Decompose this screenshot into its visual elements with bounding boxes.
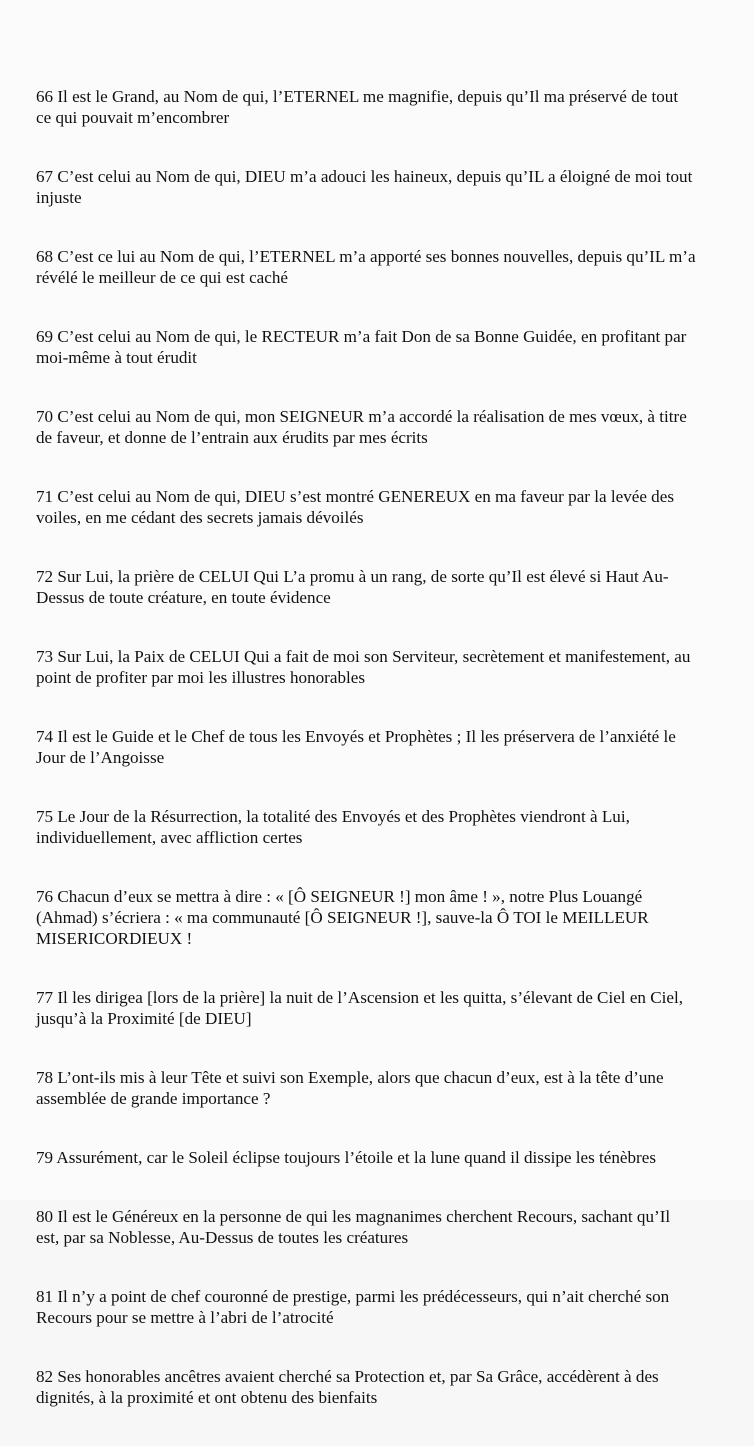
verse-79: 79 Assurément, car le Soleil éclipse toujours l’étoile et la lune quand il dissipe les ténèbres: [36, 1148, 656, 1167]
verse-68: 68 C’est ce lui au Nom de qui, l’ETERNEL m’a apporté ses bonnes nouvelles, depuis qu’IL m’a révélé le meilleur de ce qui est caché: [36, 247, 696, 287]
verse-67: 67 C’est celui au Nom de qui, DIEU m’a adouci les haineux, depuis qu’IL a éloigné de moi tout injuste: [36, 167, 693, 207]
verse-78: 78 L’ont-ils mis à leur Tête et suivi son Exemple, alors que chacun d’eux, est à la tête d’une assemblée de grande importance ?: [36, 1068, 664, 1108]
verse-81: 81 Il n’y a point de chef couronné de prestige, parmi les prédécesseurs, qui n’ait cherché son Recours pour se mettre à l’abri de l’atrocité: [36, 1287, 670, 1327]
verse-77: 77 Il les dirigea [lors de la prière] la nuit de l’Ascension et les quitta, s’élevant de Ciel en Ciel, jusqu’à la Proximité [de DIEU]: [36, 988, 683, 1028]
verse-75: 75 Le Jour de la Résurrection, la totalité des Envoyés et des Prophètes viendront à Lui, individuellement, avec affliction certes: [36, 807, 630, 847]
verse-73: 73 Sur Lui, la Paix de CELUI Qui a fait de moi son Serviteur, secrètement et manifestement, au point de profiter par moi les illustres honorables: [36, 647, 691, 687]
verse-71: 71 C’est celui au Nom de qui, DIEU s’est montré GENEREUX en ma faveur par la levée des voiles, en me cédant des secrets jamais dévoilés: [36, 487, 674, 527]
verse-80: 80 Il est le Généreux en la personne de qui les magnanimes cherchent Recours, sachant qu’Il est, par sa Noblesse, Au-Dessus de toutes les créatures: [36, 1207, 671, 1247]
verse-70: 70 C’est celui au Nom de qui, mon SEIGNEUR m’a accordé la réalisation de mes vœux, à titre de faveur, et donne de l’entrain aux érudits par mes écrits: [36, 407, 687, 447]
verse-76: 76 Chacun d’eux se mettra à dire : « [Ô SEIGNEUR !] mon âme ! », notre Plus Louangé (Ahmad) s’écriera : « ma communauté [Ô SEIGNEUR !], sauve-la Ô TOI le MEILLEUR MISERICORDIEUX !: [36, 887, 649, 948]
verse-82: 82 Ses honorables ancêtres avaient cherché sa Protection et, par Sa Grâce, accédèrent à des dignités, à la proximité et ont obtenu des bienfaits: [36, 1367, 659, 1407]
verse-69: 69 C’est celui au Nom de qui, le RECTEUR m’a fait Don de sa Bonne Guidée, en profitant par moi-même à tout érudit: [36, 327, 687, 367]
verse-72: 72 Sur Lui, la prière de CELUI Qui L’a promu à un rang, de sorte qu’Il est élevé si Haut Au-Dessus de toute créature, en toute évidence: [36, 567, 669, 607]
verse-74: 74 Il est le Guide et le Chef de tous les Envoyés et Prophètes ; Il les préservera de l’anxiété le Jour de l’Angoisse: [36, 727, 676, 767]
verse-66: 66 Il est le Grand, au Nom de qui, l’ETERNEL me magnifie, depuis qu’Il ma préservé de tout ce qui pouvait m’encombrer: [36, 87, 679, 127]
verse-list: [36, 86, 696, 1446]
